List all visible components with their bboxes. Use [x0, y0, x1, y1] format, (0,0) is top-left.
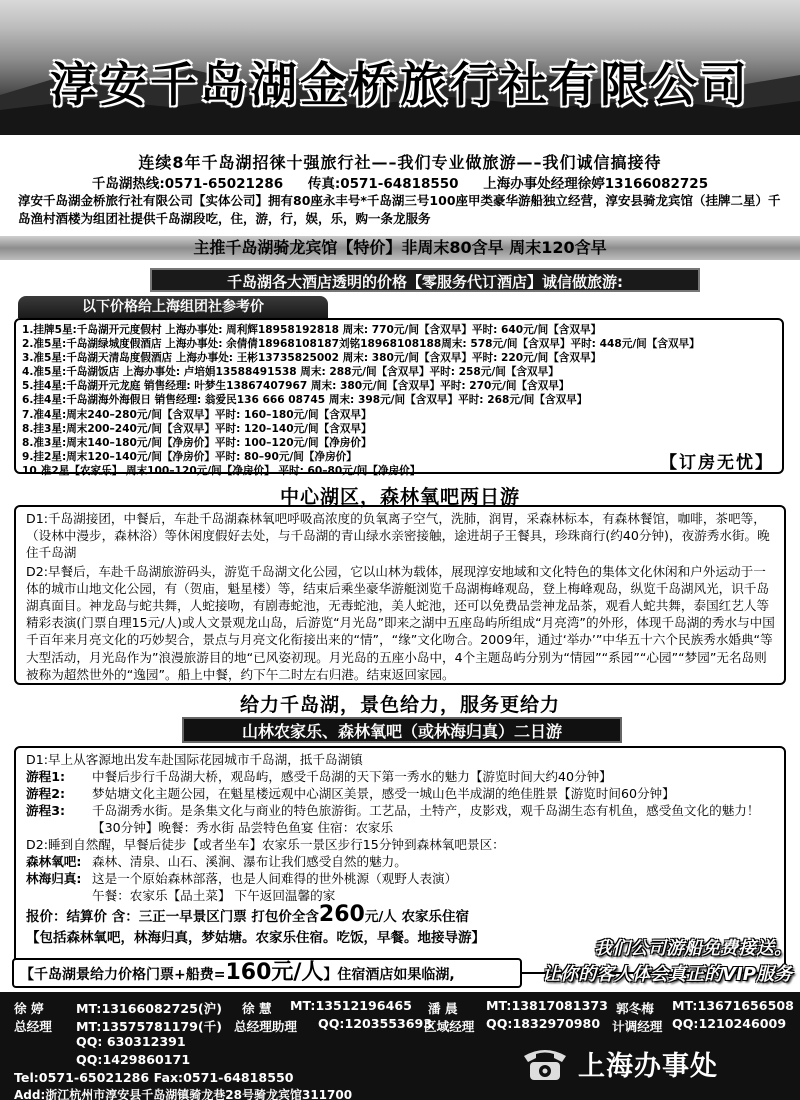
contact-name: 郭冬梅: [616, 1001, 654, 1016]
hotline-number: 千岛湖热线:0571-65021286: [91, 176, 284, 192]
price-line: 4.准5星:千岛湖饭店 上海办事处: 卢培娟13588491538 周末: 288元/间【含双早】平时: 258元/间【含双早】: [22, 366, 559, 379]
fax-number: 传真:0571-64818550: [307, 176, 459, 192]
address: Add:浙江杭州市淳安县千岛湖镇骑龙巷28号骑龙宾馆311700: [14, 1088, 353, 1100]
tour2-day1: D1:早上从客源地出发车赴国际花园城市千岛湖，抵千岛湖镇: [26, 752, 363, 767]
contact-qq: QQ:1210246009: [672, 1016, 787, 1031]
tour1-day1: D1:千岛湖接团，中餐后，车赴千岛湖森林氧吧呼吸高浓度的负氧离子空气，洗肺，润胃，采森林标本，有森林餐馆，咖啡，茶吧等，（设林中漫步，森林浴）等休闲度假好去处，与千岛湖的青山绿水亲密接触，途进胡子王餐具，珍珠商行(约40分钟)，夜游秀水街。晚住千岛湖: [26, 511, 770, 561]
contact-qq: QQ:1429860171: [76, 1052, 191, 1067]
contact-name: 计调经理: [612, 1019, 663, 1034]
contact-name: 总经理: [14, 1019, 52, 1034]
contact-phone: MT:13575781179(千): [76, 1019, 222, 1034]
contact-qq: QQ:1203553693: [318, 1016, 433, 1031]
quote-price: 260: [318, 902, 365, 927]
contact-phone: MT:13512196465: [290, 998, 412, 1013]
contact-name: 徐 慧: [242, 1001, 272, 1016]
quote-prefix: 报价：结算价 含：三正一早景区门票 打包价全含: [26, 909, 319, 925]
price-line: 9.挂2星:周末120–140元/间【净房价】平时: 80–90元/间【净房价】: [22, 450, 357, 463]
tour1-box: [14, 505, 786, 685]
itinerary-text: 中餐后步行千岛湖大桥，观岛屿，感受千岛湖的天下第一秀水的魅力【游览时间大约40分钟】: [92, 769, 612, 784]
office-manager: 上海办事处经理徐婷13166082725: [483, 176, 709, 192]
lunch-item: [26, 887, 778, 904]
promo-price: 160元/人: [225, 960, 324, 985]
itinerary-text: 千岛湖秀水街。是条集文化与商业的特色旅游街。工艺品，土特产，皮影戏，观千岛湖生态有机鱼，感受鱼文化的魅力！【30分钟】晚餐：秀水街 品尝特色鱼宴 住宿：农家乐: [92, 803, 760, 835]
tour2-title: 给力千岛湖，景色给力，服务更给力: [239, 694, 560, 716]
price-list-box: [14, 318, 784, 477]
quote-suffix: 元/人 农家乐住宿: [364, 909, 469, 925]
forest-text: 森林、清泉、山石、溪涧、瀑布让我们感受自然的魅力。: [92, 854, 407, 869]
contact-phone: MT:13166082725(沪): [76, 1001, 222, 1016]
header-banner: [0, 0, 800, 135]
price-line: 8.挂3星:周末200–240元/间【含双早】平时: 120–140元/间【含双早】: [22, 422, 372, 435]
promo-price-box: [12, 958, 522, 988]
contact-qq: QQ:1832970980: [486, 1016, 601, 1031]
promo-prefix: 【千岛湖景给力价格门票+船费=: [20, 967, 226, 983]
price-line: 6.挂4星:千岛湖海外海假日 销售经理: 翁爱民136 666 08745 周末: 398元/间【含双早】平时: 268元/间【含双早】: [22, 394, 588, 407]
tour2-bar: 山林农家乐、森林氧吧（或林海归真）二日游: [182, 717, 622, 743]
lunch-text: 午餐：农家乐【品土菜】 下午返回温馨的家: [92, 888, 336, 903]
price-line: 7.准4星:周末240–280元/间【含双早】平时: 160–180元/间【含双早】: [22, 408, 372, 421]
tour1-day2: D2:早餐后，车赴千岛湖旅游码头，游览千岛湖文化公园，它以山林为载体，展现淳安地域和文化特色的集体文化休闲和户外运动于一体的城市山地文化公园，有（贺庙，魁星楼）等，结束后乘坐豪华游艇浏览千岛湖梅峰观岛，登上梅峰观岛，纵览千岛湖风光，识千岛湖真面目。神龙岛与蛇共舞，人蛇接吻，有剧毒蛇池，无毒蛇池，美人蛇池，还可以免费品尝神龙品茶，观看人蛇共舞，泰国红艺人等精彩表演(门票自理15元/人)或人文景观龙山岛，后游览“月光岛”即来之湖中五座岛屿所组成“月亮湾”的外形，体现千岛湖的秀水与中国千百年来月亮文化的巧妙契合，景点与月亮文化衔接出来的“情”，“缘”文化吻合。2009年，通过‘举办’”中华五十六个民族秀水婚典“等大型活动，月光岛作为”浪漫旅游目的地“已风姿初现。月光岛的五座小岛中，4个主题岛屿分别为“情园”“系园”“心园”“梦园”无名岛则被称为超然世外的“逸园”。船上中餐，约下午二时左右归港。结束返回家园。: [26, 563, 775, 682]
price-line: 10.准2星【农家乐】 周末100–120元/间【净房价】 平时: 60–80元/间【净房价】: [22, 464, 421, 477]
tour1-title: 中心湖区，森林氧吧两日游: [279, 486, 520, 508]
itinerary-item: [26, 768, 778, 785]
linhai-item: [26, 870, 778, 887]
contact-phone: MT:13817081373: [486, 998, 608, 1013]
footer-contacts: [0, 992, 800, 1100]
itinerary-label: 游程1:: [26, 769, 65, 784]
contact-name: 潘 晨: [428, 1001, 458, 1016]
itinerary-label: 游程2:: [26, 786, 65, 801]
price-line: 3.准5星:千岛湖天清岛度假酒店 上海办事处: 王彬13735825002 周末: 380元/间【含双早】平时: 220元/间【含双早】: [22, 352, 602, 365]
price-line: 8.准3星:周末140–180元/间【净房价】平时: 100–120元/间【净房价】: [22, 436, 372, 449]
linhai-text: 这是一个原始森林部落，也是人间难得的世外桃源（观野人表演）: [92, 871, 458, 886]
hotel-price-bar: 千岛湖各大酒店透明的价格【零服务代订酒店】诚信做旅游:: [150, 268, 700, 292]
forest-item: [26, 853, 778, 870]
tour2-day2: D2:睡到自然醒，早餐后徒步【或者坐车】农家乐一景区步行15分钟到森林氧吧景区：: [26, 837, 505, 852]
hotline-row: [0, 172, 800, 192]
tour2-quote: [26, 904, 778, 928]
contact-name: 区域经理: [424, 1019, 475, 1034]
forest-label: 森林氧吧:: [26, 854, 82, 869]
telephone-icon: [520, 1042, 570, 1084]
tel-fax: Tel:0571-65021286 Fax:0571-64818550: [14, 1070, 294, 1085]
company-title: 淳安千岛湖金桥旅行社有限公司: [50, 58, 750, 113]
contact-qq: QQ: 630312391: [76, 1034, 186, 1049]
company-intro: 淳安千岛湖金桥旅行社有限公司【实体公司】拥有80座永丰号*千岛湖三号100座甲类豪华游船独立经营，淳安县骑龙宾馆（挂牌二星）千岛渔村酒楼为组团社提供千岛湖段吃，住，游，行，娱，乐，购一条龙服务: [18, 193, 781, 226]
contact-name: 总经理助理: [234, 1019, 297, 1034]
promo-vip-line1: 我们公司游船免费接送。: [594, 938, 792, 959]
itinerary-item: [26, 802, 778, 836]
itinerary-text: 梦姑塘文化主题公园，在魁星楼远观中心湖区美景，感受一城山色半成湖的绝佳胜景【游览时间60分钟】: [92, 786, 675, 801]
price-line: 2.准5星:千岛湖绿城度假酒店 上海办事处: 余倩倩18968108187刘铭18968108188周末: 578元/间【含双早】平时: 448元/间【含双早】: [22, 338, 700, 351]
tour2-includes: 【包括森林氧吧，林海归真，梦姑塘。农家乐住宿。吃饭，早餐。地接导游】: [26, 930, 485, 946]
promo-vip: [492, 936, 792, 988]
promo-suffix: 】住宿酒店如果临湖,: [323, 967, 455, 983]
itinerary-item: [26, 785, 778, 802]
slogan: 连续8年千岛湖招徕十强旅行社—–我们专业做旅游—–我们诚信搞接待: [138, 153, 662, 172]
featured-hotel-bar: 主推千岛湖骑龙宾馆【特价】非周末80含早 周末120含早: [0, 236, 800, 260]
shanghai-office-label: 上海办事处: [578, 1051, 718, 1082]
contact-phone: MT:13671656508: [672, 998, 794, 1013]
linhai-label: 林海归真:: [26, 871, 82, 886]
promo-vip-line2: 让你的客人体会真正的VIP服务: [542, 964, 792, 985]
itinerary-label: 游程3:: [26, 803, 65, 818]
contact-name: 徐 婷: [14, 1001, 44, 1016]
price-line: 5.挂4星:千岛湖开元龙庭 销售经理: 叶梦生13867407967 周末: 380元/间【含双早】平时: 270元/间【含双早】: [22, 380, 570, 393]
price-line: 1.挂牌5星:千岛湖开元度假村 上海办事处: 周利辉18958192818 周末: 770元/间【含双早】平时: 640元/间【含双早】: [22, 324, 602, 336]
booking-worry-free: 【订房无忧】: [660, 453, 774, 473]
reference-price-tab: 以下价格给上海组团社参考价: [18, 296, 328, 318]
